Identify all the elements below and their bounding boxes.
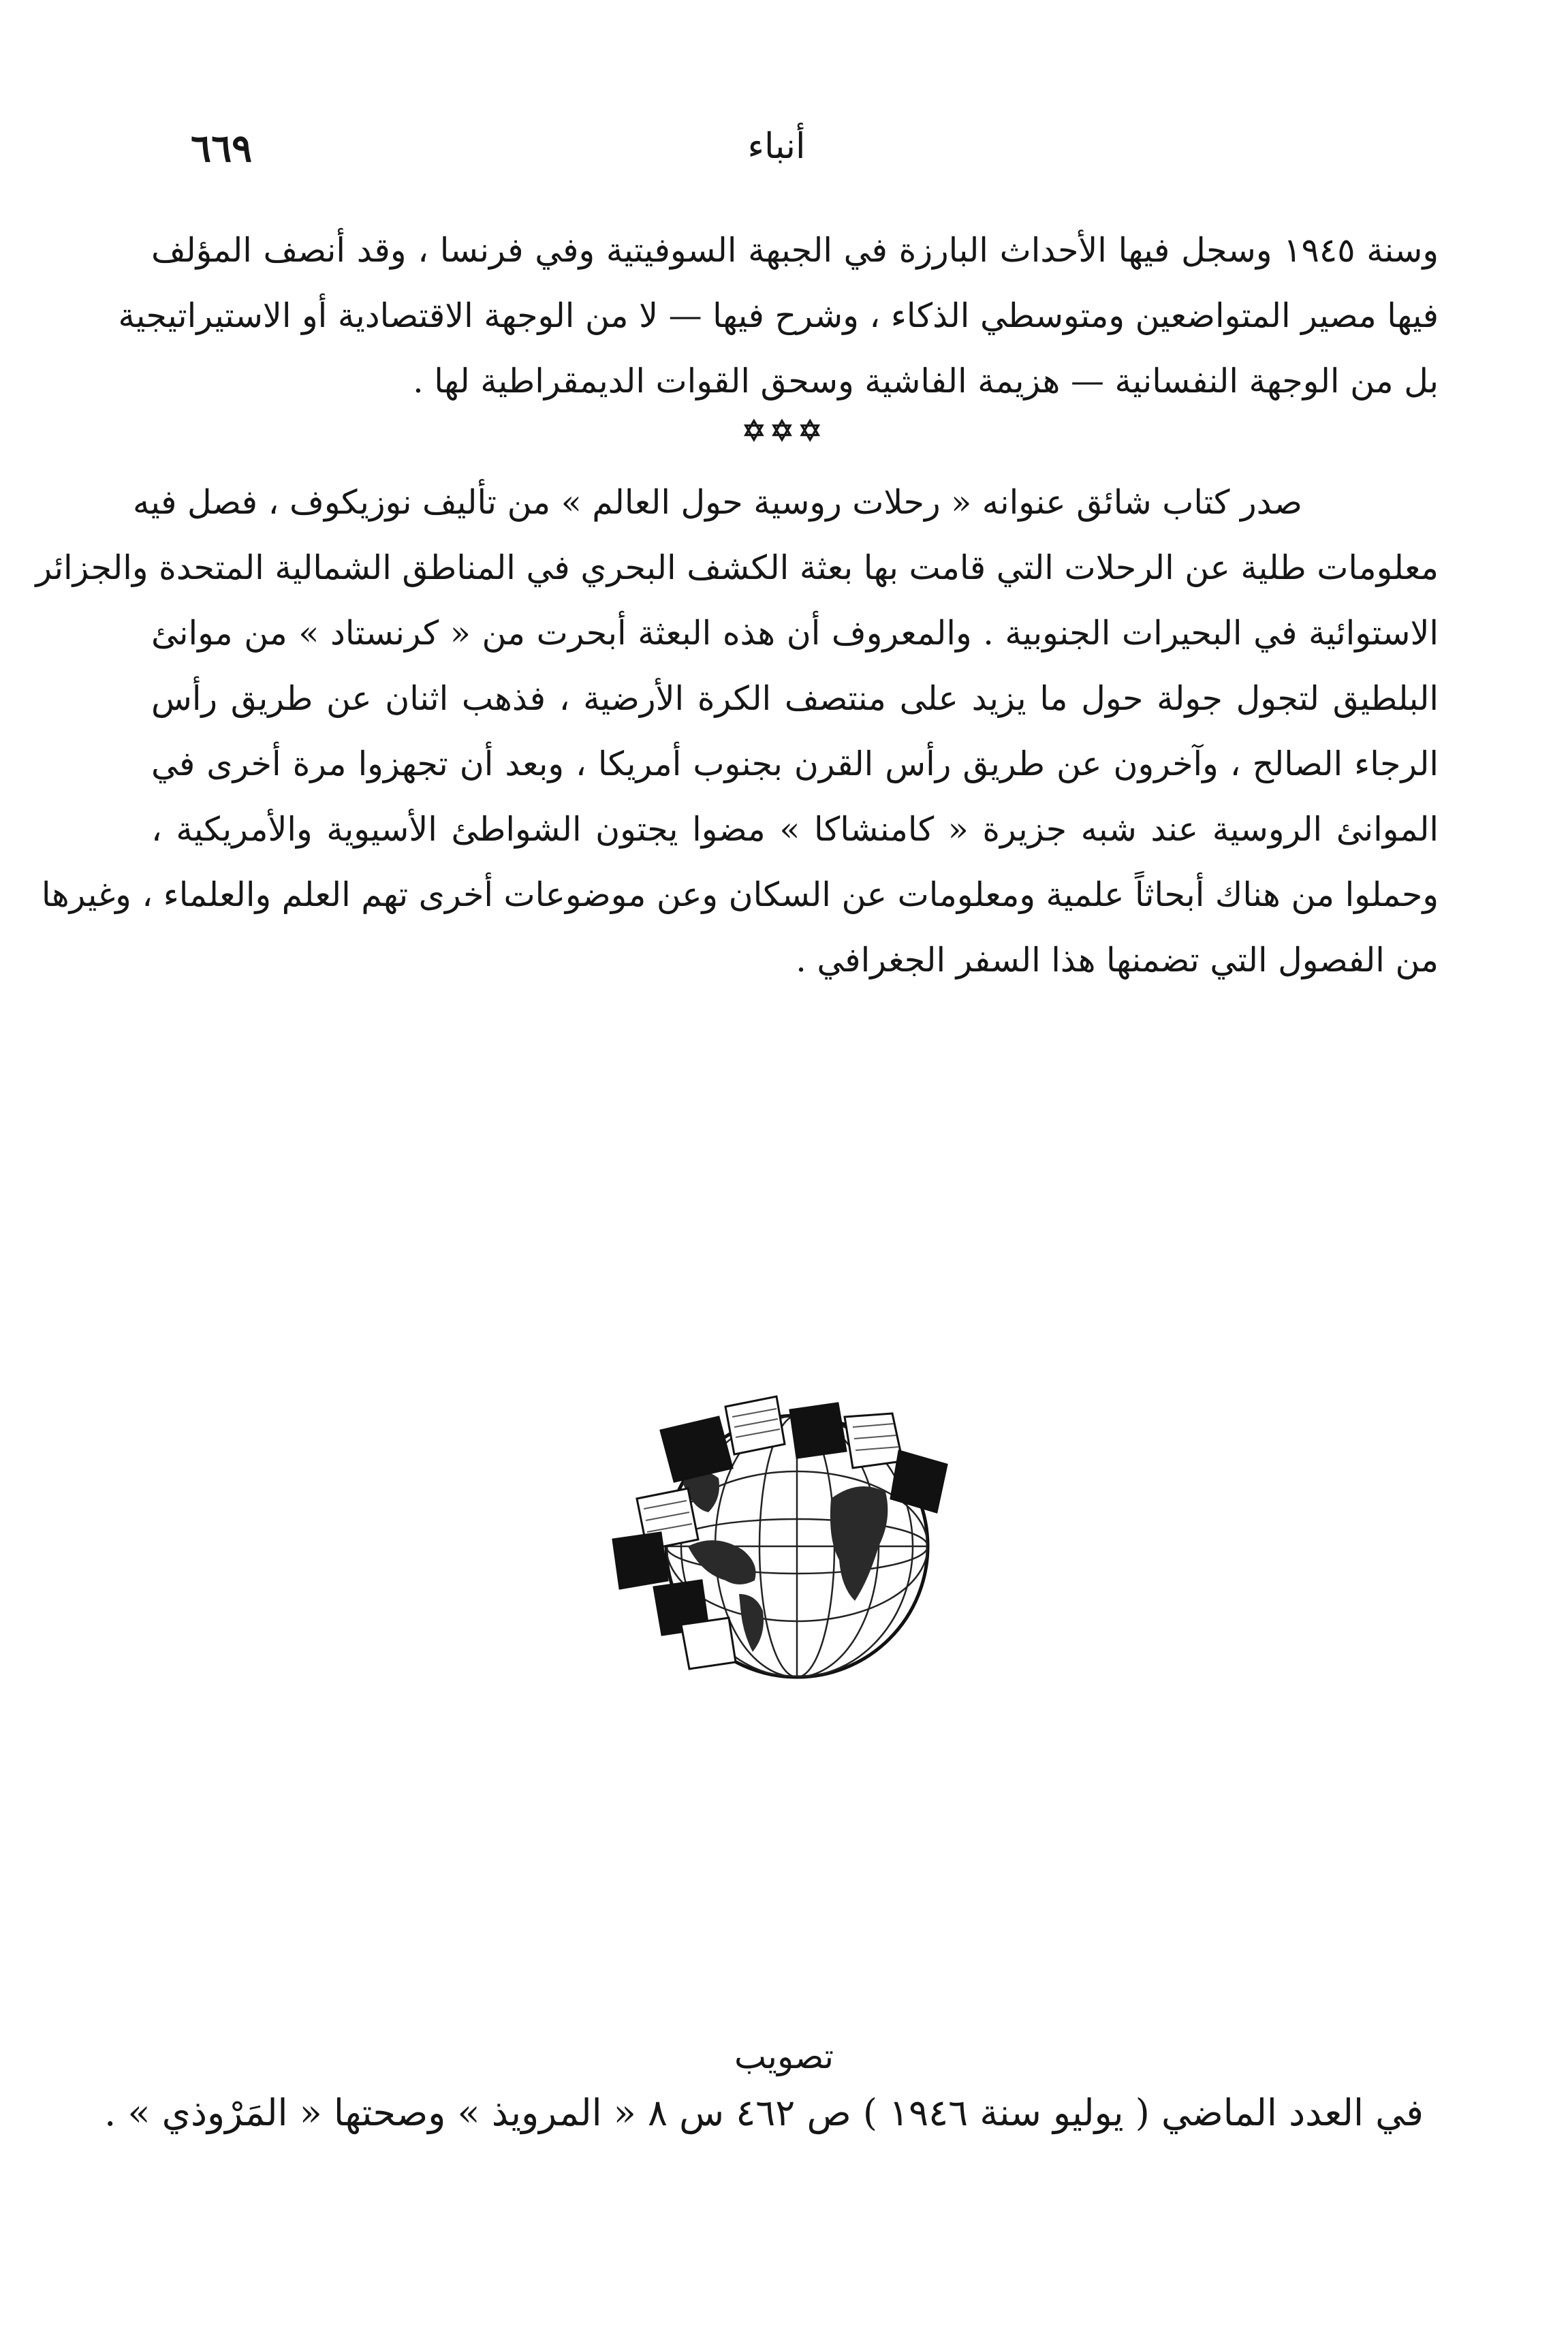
running-title: أنباء bbox=[747, 126, 806, 167]
paragraph-line: الاستوائية في البحيرات الجنوبية . والمعروف أن هذه البعثة أبحرت من « كرنستاد » من موانئ bbox=[151, 614, 1439, 653]
paragraph-line: من الفصول التي تضمنها هذا السفر الجغرافي . bbox=[796, 941, 1439, 980]
paragraph-line: الرجاء الصالح ، وآخرون عن طريق رأس القرن بجنوب أمريكا ، وبعد أن تجهزوا مرة أخرى في bbox=[151, 745, 1439, 783]
paragraph-line: فيها مصير المتواضعين ومتوسطي الذكاء ، وشرح فيها — لا من الوجهة الاقتصادية أو الاستيراتيجية bbox=[118, 296, 1439, 335]
paragraph-1 bbox=[118, 218, 1439, 414]
paragraph-line: وحملوا من هناك أبحاثاً علمية ومعلومات عن السكان وعن موضوعات أخرى تهم العلم والعلماء ، وغيرها bbox=[41, 875, 1439, 914]
paragraph-line: بل من الوجهة النفسانية — هزيمة الفاشية وسحق القوات الديمقراطية لها . bbox=[413, 362, 1439, 401]
paragraph-line: صدر كتاب شائق عنوانه « رحلات روسية حول العالم » من تأليف نوزيكوف ، فصل فيه bbox=[132, 483, 1302, 522]
paragraph-line: الموانئ الروسية عند شبه جزيرة « كامنشاكا » مضوا يجتون الشواطئ الأسيوية والأمريكية ، bbox=[151, 810, 1439, 849]
page-number: ٦٦٩ bbox=[191, 126, 253, 171]
correction-text: في العدد الماضي ( يوليو سنة ١٩٤٦ ) ص ٤٦٢ س ٨ « المرويذ » وصحتها « المَرْوذي » . bbox=[104, 2091, 1424, 2134]
section-separator: ✡✡✡ bbox=[742, 414, 826, 448]
page-header bbox=[0, 126, 1568, 187]
paragraph-2 bbox=[35, 470, 1439, 993]
paragraph-line: البلطيق لتجول جولة حول ما يزيد على منتصف الكرة الأرضية ، فذهب اثنان عن طريق رأس bbox=[151, 679, 1439, 718]
correction-heading: تصويب bbox=[734, 2037, 834, 2076]
globe-with-books-emblem bbox=[599, 1376, 981, 1703]
paragraph-line: وسنة ١٩٤٥ وسجل فيها الأحداث البارزة في الجبهة السوفيتية وفي فرنسا ، وقد أنصف المؤلف bbox=[151, 231, 1439, 270]
paragraph-line: معلومات طلية عن الرحلات التي قامت بها بعثة الكشف البحري في المناطق الشمالية المتحدة والجزائر bbox=[35, 548, 1439, 587]
